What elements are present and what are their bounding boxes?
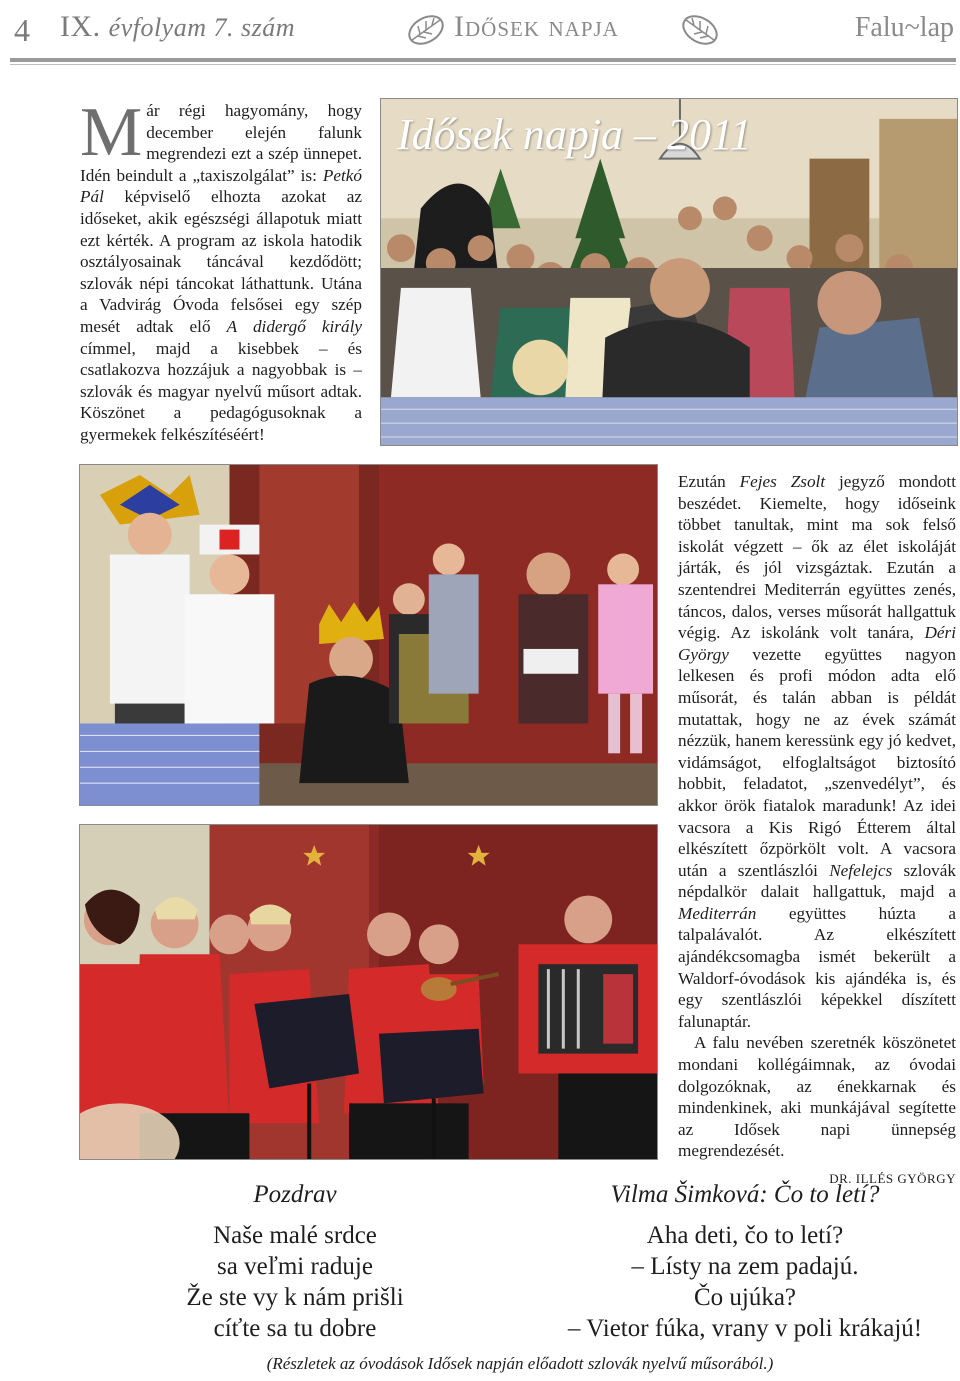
poem-line: – Lísty na zem padajú.: [631, 1253, 859, 1280]
intro-text-2: képviselő elhozta azokat az időseket, akik egészségi állapotuk miatt ezt kérték. A program az iskola hatodik osztályosainak táncával kezdődött; szlovák népi táncokat láthattunk. Utána a Vadvirág Óvoda felsősei egy szép mesét adtak elő: [80, 187, 362, 336]
photo-mediterran-band: [79, 824, 658, 1160]
photo-overlay-title: Idősek napja – 2011: [397, 110, 752, 159]
page-number: 4: [14, 12, 30, 48]
article-name-deri: Déri György: [678, 623, 956, 664]
photo-audience: [380, 98, 958, 446]
poem-pozdrav-title: Pozdrav: [253, 1181, 337, 1208]
issue-text: évfolyam 7. szám: [108, 13, 296, 42]
article-name-fejes: Fejes Zsolt: [739, 472, 826, 491]
poem-co-to-leti-title: Vilma Šimková: Čo to letí?: [610, 1181, 880, 1208]
article-text-3: vezette együttes nagyon lelkesen és profi módon adta elő műsorát, és talán abban is példát mutattak, hogy ne az évek számát nézzük, hanem keressünk egy jó kedvet, vidámságot, elfoglaltságot biztosító hobbit, feladatot, „szenvedélyt”, és akkor örök fiatalok maradunk! Az idei vacsora a Kis Rigó Étterem által elkészített őzpörkölt volt. A vacsora után a szentlászlói: [678, 644, 956, 880]
intro-text-3: címmel, majd a kisebbek – és csatlakozva hozzájuk a nagyobbak is – szlovák és magyar nyelvű műsort adtak. Köszönet a pedagógusoknak a gyermekek felkészítéséért!: [80, 338, 362, 444]
header-right-title: Falu~lap: [854, 12, 954, 43]
poem-line: Aha deti, čo to letí?: [646, 1222, 844, 1249]
poem-line: sa veľmi raduje: [217, 1253, 373, 1280]
article-text-5: együttes húzta a talpalávalót. Az elkészített ajándékcsomagba ismét bekerült a Waldorf-óvodások kis ajándéka is, és egy szentlászlói képekkel díszített falunaptár.: [678, 903, 956, 1031]
article-text-4: szlovák népdalkör dalait hallgattuk, majd a: [678, 860, 956, 902]
article-name-mediterran: Mediterrán: [678, 903, 757, 923]
article-body: [678, 471, 956, 1190]
article-name-nefelejcs: Nefelejcs: [829, 860, 893, 880]
poem-line: – Vietor fúka, vrany v poli krákajú!: [567, 1315, 923, 1342]
intro-text-1: ár régi hagyomány, hogy december elején falunk megrendezi ezt a szép ünnepet. Idén beindult a „taxiszolgálat” is:: [80, 101, 362, 185]
intro-name-petko: Petkó Pál: [80, 165, 362, 207]
header-title: Idősek napja: [454, 10, 619, 43]
header-center-emblem: [404, 4, 724, 52]
footer-note: (Részletek az óvodások Idősek napján előadott szlovák nyelvű műsorából.): [266, 1354, 774, 1373]
signature-text: DR. ILLÉS GYÖRGY: [829, 1171, 956, 1186]
poem-line: Naše malé srdce: [213, 1222, 377, 1249]
leaf-ornament-right-icon: [678, 10, 722, 50]
poem-pozdrav: [150, 1180, 440, 1344]
poem-line: Že ste vy k nám prišli: [186, 1284, 404, 1311]
intro-title-didergo: A didergő király: [226, 316, 362, 336]
issue-label: [60, 10, 295, 44]
page-header: [0, 0, 960, 64]
drop-cap: M: [80, 94, 143, 171]
header-rule-thin: [10, 64, 956, 65]
article-text-1: Ezután: [678, 472, 740, 491]
poem-co-to-leti: [540, 1180, 950, 1344]
article-paragraph-1: [678, 471, 956, 1032]
article-text-2: jegyző mondott beszédet. Kiemelte, hogy időseink többet tanultak, mint ma sok felső iskolát végzett – ők az élet iskoláját járták, és jól vizsgáztak. Ezután a szentendrei Mediterrán együttes zenés, táncos, dalos, verses műsorát hallgattuk végig. Az iskolánk volt tanára,: [678, 472, 956, 643]
poem-line: cíťte sa tu dobre: [213, 1315, 377, 1342]
photo-band-image: [80, 825, 657, 1159]
photo-children-play: [79, 464, 658, 806]
article-paragraph-2: A falu nevében szeretnék köszönetet mondani kollégáimnak, az óvodai dolgozóknak, az énekkarnak és mindenkinek, aki munkájával segítette az Idősek napi ünnepség megrendezését.: [678, 1033, 956, 1161]
leaf-ornament-left-icon: [404, 10, 448, 50]
issue-roman: IX.: [60, 10, 101, 43]
header-rule: [10, 58, 956, 62]
poem-line: Čo ujúka?: [693, 1284, 797, 1311]
photo-children-image: [80, 465, 657, 805]
intro-paragraph: [80, 94, 362, 446]
